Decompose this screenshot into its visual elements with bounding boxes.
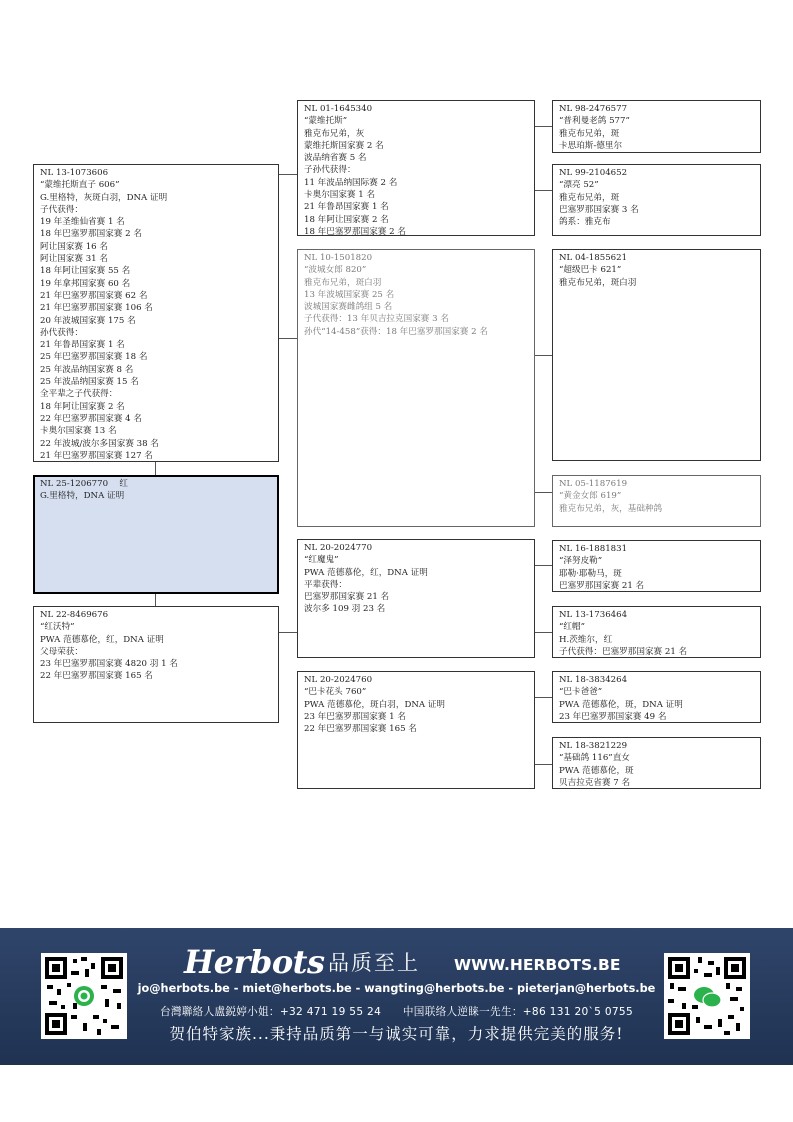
pedigree-line: “基础鸽 116”直女 <box>559 753 630 764</box>
ring-number: NL 01-1645340 <box>304 104 373 114</box>
pedigree-line: 子代获得：巴塞罗那国家赛 21 名 <box>559 646 688 657</box>
website-link[interactable]: WWW.HERBOTS.BE <box>454 956 621 974</box>
pedigree-line: 18 年阿让国家赛 2 名 <box>40 401 125 412</box>
pedigree-line: H.茨维尔，红 <box>559 634 613 645</box>
pedigree-line: “巴卡花头 760” <box>304 687 367 698</box>
pedigree-line: 雅克布兄弟，斑白羽 <box>559 277 637 288</box>
ring-number: NL 25-1206770 红 <box>40 479 128 489</box>
pedigree-line: “超级巴卡 621” <box>559 265 622 276</box>
ring-number: NL 98-2476577 <box>559 104 628 114</box>
pedigree-line: 阿让国家赛 31 名 <box>40 254 108 265</box>
pedigree-dam-dam-box <box>297 671 535 789</box>
pedigree-line: 卡奥尔国家赛 13 名 <box>40 426 117 437</box>
pedigree-line: 阿让国家赛 16 名 <box>40 241 108 252</box>
pedigree-line: 雅克布兄弟，灰 <box>304 128 365 139</box>
pedigree-line: 23 年巴塞罗那国家赛 49 名 <box>559 711 667 722</box>
connector-sd-sdd <box>534 492 552 493</box>
pedigree-sss-box <box>552 100 761 153</box>
footer-banner <box>0 928 793 1065</box>
connector-dam-ds <box>278 632 297 633</box>
connector-dd-dds <box>534 697 552 698</box>
brand-header <box>184 943 621 981</box>
ring-number: NL 18-3834264 <box>559 675 628 685</box>
pedigree-line: 21 年鲁昂国家赛 1 名 <box>304 202 389 213</box>
pedigree-line: 巴塞罗那国家赛 21 名 <box>559 580 645 591</box>
pedigree-sire-box <box>33 164 279 462</box>
ring-number: NL 04-1855621 <box>559 253 628 263</box>
pedigree-line: 23 年巴塞罗那国家赛 4820 羽 1 名 <box>40 659 178 670</box>
pedigree-line: G.里格特，灰斑白羽，DNA 证明 <box>40 192 168 203</box>
ring-number: NL 20-2024760 <box>304 675 373 685</box>
pedigree-line: PWA 范德慕伦，斑白羽，DNA 证明 <box>304 699 446 710</box>
pedigree-line: “漂亮 52” <box>559 180 599 191</box>
pedigree-line: 18 年巴塞罗那国家赛 2 名 <box>40 229 142 240</box>
pedigree-line: 19 年拿邦国家赛 60 名 <box>40 278 131 289</box>
pedigree-line: “红沃特” <box>40 622 75 633</box>
ring-number: NL 13-1736464 <box>559 610 628 620</box>
pedigree-line: “蒙维托斯” <box>304 116 348 127</box>
pedigree-line: “波城女郎 820” <box>304 265 367 276</box>
pedigree-line: 子孙代获得： <box>304 165 356 176</box>
pedigree-line: 子代获得：13 年贝吉拉克国家赛 3 名 <box>304 314 449 325</box>
pedigree-line: 25 年波品纳国家赛 15 名 <box>40 377 139 388</box>
pedigree-line: 18 年阿让国家赛 55 名 <box>40 266 131 277</box>
connector-sd-sds <box>534 355 552 356</box>
pedigree-line: 卡奥尔国家赛 1 名 <box>304 190 376 201</box>
pedigree-line: 11 年波品纳国际赛 2 名 <box>304 177 398 188</box>
pedigree-line: 23 年巴塞罗那国家赛 1 名 <box>304 711 406 722</box>
pedigree-sire-sire-box <box>297 100 535 236</box>
connector-ss-ssd <box>534 190 552 191</box>
pedigree-line: 22 年波城/波尔多国家赛 38 名 <box>40 438 159 449</box>
pedigree-dds-box <box>552 671 761 723</box>
pedigree-line: 卡思珀斯-德里尔 <box>559 140 623 151</box>
ring-number: NL 18-3821229 <box>559 741 628 751</box>
family-motto: 贺伯特家族...秉持品质第一与诚实可靠，力求提供完美的服务! <box>169 1025 624 1043</box>
pedigree-line: 平辈获得： <box>304 579 347 590</box>
pedigree-line: 波尔多 109 羽 23 名 <box>304 604 386 615</box>
pedigree-ssd-box <box>552 164 761 236</box>
contact-phones: 台灣聯絡人盧鋭婷小姐：+32 471 19 55 24 中国联络人逆睐一先生：+86 131 20`5 0755 <box>160 1006 633 1018</box>
pedigree-line: 雅克布兄弟，灰，基础种鸽 <box>559 503 663 514</box>
ring-number: NL 22-8469676 <box>40 610 109 620</box>
ring-number: NL 99-2104652 <box>559 168 628 178</box>
pedigree-line: 耶勒·耶勒马，斑 <box>559 568 622 579</box>
pedigree-line: 22 年巴塞罗那国家赛 4 名 <box>40 413 142 424</box>
herbots-logo: Herbots <box>184 943 325 981</box>
connector-ds-dss <box>534 565 552 566</box>
pedigree-line: PWA 范德慕伦，斑，DNA 证明 <box>559 699 683 710</box>
pedigree-line: “黄金女郎 619” <box>559 491 622 502</box>
wechat-qr-code-icon <box>664 953 750 1039</box>
pedigree-line: G.里格特，DNA 证明 <box>40 491 125 502</box>
brand-slogan: 品质至上 <box>328 951 420 975</box>
pedigree-sdd-box <box>552 475 761 527</box>
pedigree-line: 21 年鲁昂国家赛 1 名 <box>40 340 125 351</box>
connector-sire-ss <box>278 174 297 175</box>
ring-number: NL 13-1073606 <box>40 168 109 178</box>
pedigree-line: 雅克布兄弟，斑 <box>559 192 620 203</box>
pedigree-dsd-box <box>552 606 761 658</box>
contact-emails[interactable]: jo@herbots.be - miet@herbots.be - wangting@herbots.be - pieterjan@herbots.be <box>137 982 656 995</box>
pedigree-dss-box <box>552 540 761 592</box>
connector-ds-dsd <box>534 632 552 633</box>
pedigree-sire-dam-box <box>297 249 535 527</box>
pedigree-subject-box <box>33 475 279 594</box>
pedigree-line: 18 年巴塞罗那国家赛 2 名 <box>304 226 406 236</box>
pedigree-line: “红魔鬼” <box>304 555 339 566</box>
pedigree-line: “红帽” <box>559 622 585 633</box>
pedigree-line: 22 年巴塞罗那国家赛 165 名 <box>304 724 417 735</box>
connector-subject-dam <box>155 594 156 606</box>
pedigree-line: 波城国家赛雌鸽组 5 名 <box>304 302 393 313</box>
pedigree-line: 19 年圣维仙省赛 1 名 <box>40 217 125 228</box>
pedigree-line: PWA 范德慕伦，斑 <box>559 765 634 776</box>
pedigree-line: “蒙维托斯直子 606” <box>40 180 120 191</box>
pedigree-dam-box <box>33 606 279 723</box>
pedigree-dam-sire-box <box>297 539 535 658</box>
pedigree-line: 巴塞罗那国家赛 3 名 <box>559 204 639 215</box>
pedigree-line: “巴卡爸爸” <box>559 687 603 698</box>
pedigree-line: 18 年阿让国家赛 2 名 <box>304 214 389 225</box>
pedigree-line: 蒙维托斯国家赛 2 名 <box>304 140 384 151</box>
pedigree-line: 巴塞罗那国家赛 21 名 <box>304 592 390 603</box>
pedigree-line: PWA 范德慕伦，红，DNA 证明 <box>304 567 428 578</box>
pedigree-line: 孙代“14-458”获得：18 年巴塞罗那国家赛 2 名 <box>304 326 488 337</box>
pedigree-line: 21 年巴塞罗那国家赛 106 名 <box>40 303 153 314</box>
pedigree-line: 13 年波城国家赛 25 名 <box>304 289 395 300</box>
pedigree-line: 25 年波品纳国家赛 8 名 <box>40 364 134 375</box>
pedigree-sds-box <box>552 249 761 461</box>
pedigree-line: 21 年巴塞罗那国家赛 127 名 <box>40 450 153 461</box>
pedigree-line: PWA 范德慕伦，红，DNA 证明 <box>40 634 164 645</box>
pedigree-line: 子代获得： <box>40 204 83 215</box>
connector-sire-sd <box>278 338 297 339</box>
pedigree-line: 鸽系：雅克布 <box>559 217 611 228</box>
ring-number: NL 05-1187619 <box>559 479 628 489</box>
pedigree-line: 20 年波城国家赛 175 名 <box>40 315 136 326</box>
ring-number: NL 10-1501820 <box>304 253 373 263</box>
pedigree-ddd-box <box>552 737 761 789</box>
pedigree-line: 25 年巴塞罗那国家赛 18 名 <box>40 352 148 363</box>
pedigree-line: “普利曼老鸽 577” <box>559 116 630 127</box>
pedigree-line: 孙代获得： <box>40 327 83 338</box>
pedigree-line: 21 年巴塞罗那国家赛 62 名 <box>40 290 148 301</box>
pedigree-line: 全平辈之子代获得： <box>40 389 118 400</box>
connector-sire-subject <box>155 462 156 475</box>
pedigree-line: 雅克布兄弟，斑白羽 <box>304 277 382 288</box>
connector-ss-sss <box>534 126 552 127</box>
pedigree-line: 雅克布兄弟，斑 <box>559 128 620 139</box>
pedigree-line: 波品纳省赛 5 名 <box>304 153 367 164</box>
qr-code-right[interactable] <box>664 953 750 1039</box>
ring-number: NL 20-2024770 <box>304 543 373 553</box>
pedigree-line: 贝吉拉克省赛 7 名 <box>559 777 631 788</box>
connector-dd-ddd <box>534 764 552 765</box>
ring-number: NL 16-1881831 <box>559 544 628 554</box>
pedigree-line: 父母荣获： <box>40 646 83 657</box>
pedigree-line: 22 年巴塞罗那国家赛 165 名 <box>40 671 153 682</box>
pedigree-line: “泽努皮勒” <box>559 556 603 567</box>
